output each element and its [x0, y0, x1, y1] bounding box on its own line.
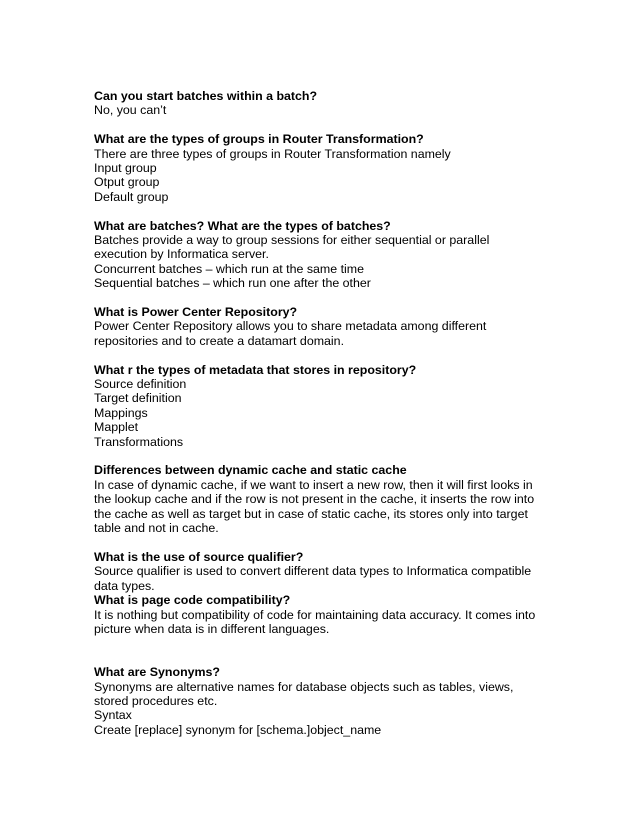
qa-section: [94, 363, 564, 449]
answer-line: Batches provide a way to group sessions for either sequential or parallel: [94, 233, 490, 248]
section-spacer: [94, 348, 564, 362]
answer-line: Syntax: [94, 708, 132, 723]
answer-line: Source qualifier is used to convert different data types to Informatica compatible: [94, 564, 532, 579]
answer-line: Mappings: [94, 405, 148, 420]
question-heading: Differences between dynamic cache and static cache: [94, 463, 407, 478]
answer-line: Input group: [94, 161, 157, 176]
qa-section: [94, 219, 564, 291]
question-heading: What are the types of groups in Router Transformation?: [94, 132, 424, 147]
answer-text: [94, 147, 564, 205]
qa-section: [94, 89, 564, 118]
answer-line: table and not in cache.: [94, 521, 219, 536]
answer-line: data types.: [94, 578, 155, 593]
answer-line: Power Center Repository allows you to share metadata among different: [94, 319, 487, 334]
qa-section: [94, 550, 564, 593]
section-spacer: [94, 118, 564, 132]
answer-line: Target definition: [94, 391, 182, 406]
section-spacer: [94, 449, 564, 463]
qa-section: [94, 305, 564, 348]
answer-line: In case of dynamic cache, if we want to insert a new row, then it will first looks in: [94, 477, 533, 492]
answer-line: Sequential batches – which run one after the other: [94, 276, 371, 291]
answer-text: [94, 103, 564, 117]
answer-text: [94, 233, 564, 291]
answer-line: No, you can’t: [94, 103, 167, 118]
answer-text: [94, 377, 564, 449]
section-spacer: [94, 536, 564, 550]
document-body: [94, 89, 564, 737]
answer-text: [94, 680, 564, 738]
answer-text: [94, 564, 564, 593]
answer-line: Concurrent batches – which run at the same time: [94, 261, 364, 276]
qa-section: [94, 132, 564, 204]
question-heading: What are batches? What are the types of batches?: [94, 218, 391, 233]
question-heading: What is Power Center Repository?: [94, 305, 298, 320]
answer-line: stored procedures etc.: [94, 693, 218, 708]
answer-line: the cache as well as target but in case of static cache, its stores only into target: [94, 506, 528, 521]
section-spacer: [94, 291, 564, 305]
qa-section: [94, 463, 564, 535]
question-heading: What is page code compatibility?: [94, 593, 291, 608]
section-spacer: [94, 204, 564, 218]
answer-line: Transformations: [94, 434, 184, 449]
answer-text: [94, 608, 564, 637]
answer-text: [94, 319, 564, 348]
answer-line: Create [replace] synonym for [schema.]object_name: [94, 722, 382, 737]
answer-line: Mapplet: [94, 420, 139, 435]
question-heading: What is the use of source qualifier?: [94, 549, 304, 564]
answer-text: [94, 478, 564, 536]
answer-line: Synonyms are alternative names for database objects such as tables, views,: [94, 679, 514, 694]
question-heading: What are Synonyms?: [94, 665, 220, 680]
question-heading: Can you start batches within a batch?: [94, 89, 318, 103]
answer-line: Otput group: [94, 175, 160, 190]
answer-line: repositories and to create a datamart domain.: [94, 333, 345, 348]
answer-line: There are three types of groups in Router Transformation namely: [94, 146, 451, 161]
section-spacer: [94, 636, 564, 665]
qa-section: [94, 665, 564, 737]
answer-line: Default group: [94, 189, 169, 204]
qa-section: [94, 593, 564, 636]
answer-line: picture when data is in different languages.: [94, 621, 330, 636]
answer-line: execution by Informatica server.: [94, 247, 269, 262]
question-heading: What r the types of metadata that stores in repository?: [94, 362, 417, 377]
answer-line: Source definition: [94, 377, 187, 392]
answer-line: the lookup cache and if the row is not present in the cache, it inserts the row into: [94, 492, 535, 507]
answer-line: It is nothing but compatibility of code for maintaining data accuracy. It comes into: [94, 607, 536, 622]
